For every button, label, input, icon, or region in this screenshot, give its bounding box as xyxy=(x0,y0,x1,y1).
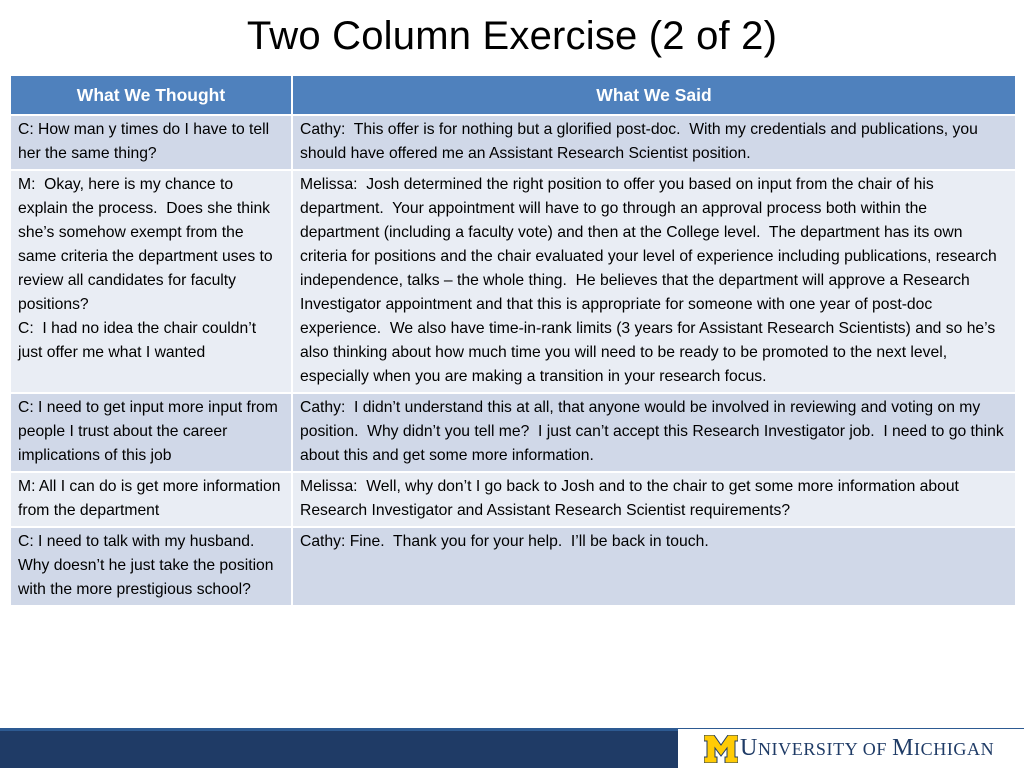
said-text: Melissa: Josh determined the right position to offer you based on input from the chair of his department. Your appointment will have to go through an approval process both within the department (including a faculty vote) and then at the College level. The department has its own criteria for positions and the chair evaluated your level of experience including publications, research independence, talks – the whole thing. He believes that the department will approve a Research Investigator appointment and that this is appropriate for someone with one year of post-doc experience. We also have time-in-rank limits (3 years for Assistant Research Scientists) and so he’s also thinking about how much time you will need to be ready to be promoted to the next level, especially when you are making a transition in your research focus. xyxy=(300,176,1002,385)
said-text: Cathy: Fine. Thank you for your help. I’ll be back in touch. xyxy=(300,533,709,550)
slide-title: Two Column Exercise (2 of 2) xyxy=(246,14,778,58)
said-cell xyxy=(292,393,1016,472)
logo-letter-u: U xyxy=(740,735,758,761)
said-cell xyxy=(292,115,1016,170)
table-row xyxy=(10,170,1016,393)
thought-cell xyxy=(10,115,292,170)
said-text: Melissa: Well, why don’t I go back to Josh and to the chair to get some more information about Research Investigator and Assistant Research Scientist requirements? xyxy=(300,478,964,519)
thought-text: C: I need to talk with my husband. Why doesn’t he just take the position with the more prestigious school? xyxy=(18,533,278,598)
thought-cell xyxy=(10,393,292,472)
block-m-icon xyxy=(704,735,738,763)
said-cell xyxy=(292,527,1016,606)
thought-cell xyxy=(10,170,292,393)
thought-text: M: All I can do is get more information from the department xyxy=(18,478,285,519)
thought-cell xyxy=(10,527,292,606)
table-header-row xyxy=(10,75,1016,115)
logo-text-ichigan: ICHIGAN xyxy=(914,739,995,759)
two-column-table xyxy=(9,74,1017,607)
thought-text: M: Okay, here is my chance to explain the process. Does she think she’s somehow exempt from the same criteria the department uses to review all candidates for faculty positions? xyxy=(18,176,277,313)
logo-letter-m: M xyxy=(892,735,915,761)
logo-text-niversity-of: NIVERSITY OF xyxy=(757,739,893,759)
university-logo xyxy=(678,729,1024,768)
thought-cell xyxy=(10,472,292,527)
said-cell xyxy=(292,170,1016,393)
said-cell xyxy=(292,472,1016,527)
said-text: Cathy: I didn’t understand this at all, that anyone would be involved in reviewing and voting on my position. Why didn’t you tell me? I just can’t accept this Research Investigator job. I need to go think about this and get some more information. xyxy=(300,399,1009,464)
column-header-what-we-thought: What We Thought xyxy=(10,75,292,115)
table-row xyxy=(10,393,1016,472)
logo-wordmark xyxy=(740,735,994,762)
thought-text: C: How man y times do I have to tell her the same thing? xyxy=(18,121,274,162)
table-row xyxy=(10,527,1016,606)
table-body xyxy=(10,115,1016,606)
table-row xyxy=(10,115,1016,170)
thought-text: C: I had no idea the chair couldn’t just offer me what I wanted xyxy=(18,320,261,361)
thought-text: C: I need to get input more input from people I trust about the career implications of this job xyxy=(18,399,283,464)
said-text: Cathy: This offer is for nothing but a glorified post-doc. With my credentials and publications, you should have offered me an Assistant Research Scientist position. xyxy=(300,121,983,162)
column-header-what-we-said: What We Said xyxy=(292,75,1016,115)
table-row xyxy=(10,472,1016,527)
